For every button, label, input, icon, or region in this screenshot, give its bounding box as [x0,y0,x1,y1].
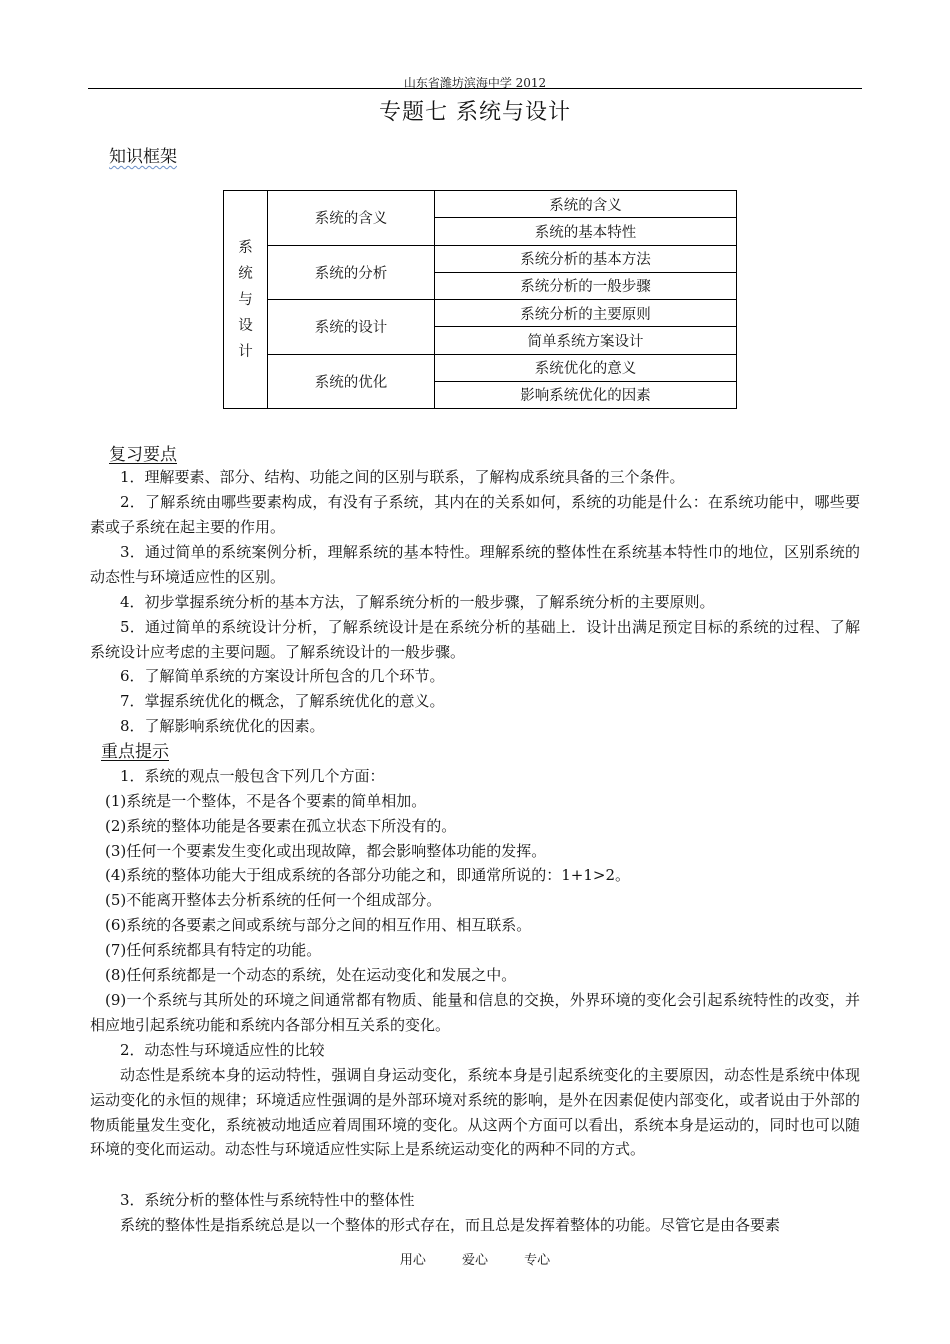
review-point: 8．了解影响系统优化的因素。 [120,717,325,735]
focus-item: (5)不能离开整体去分析系统的任何一个组成部分。 [105,891,442,909]
focus-subheading: 2．动态性与环境适应性的比较 [120,1041,325,1059]
section-heading-review: 复习要点 [109,445,177,465]
focus-subheading: 3．系统分析的整体性与系统特性中的整体性 [120,1191,415,1209]
page-footer: 用心 爱心 专心 [399,1253,551,1268]
review-point: 1．理解要素、部分、结构、功能之间的区别与联系，了解构成系统具备的三个条件。 [120,468,685,486]
section-heading-framework: 知识框架 [109,147,177,167]
framework-item: 影响系统优化的因素 [435,381,736,408]
review-point: 3．通过简单的系统案例分析，理解系统的基本特性。理解系统的整体性在系统基本特性巾的地位，区别系统的动态性与环境适应性的区别。 [90,543,860,586]
focus-subheading: 1．系统的观点一般包含下列几个方面： [120,767,385,785]
framework-group [268,354,736,409]
focus-item: (6)系统的各要素之间或系统与部分之间的相互作用、相互联系。 [105,916,532,934]
framework-category: 系统的设计 [268,300,435,354]
document-title: 专题七 系统与设计 [379,100,571,125]
framework-item: 系统的含义 [549,197,622,214]
framework-item: 系统分析的一般步骤 [435,272,736,299]
focus-item: (2)系统的整体功能是各要素在孤立状态下所没有的。 [105,817,457,835]
focus-paragraph: 动态性是系统本身的运动特性，强调自身运动变化，系统本身是引起系统变化的主要原因，动态性是系统中体现运动变化的永恒的规律；环境适应性强调的是外部环境对系统的影响，是外在因素促使内部变化，或者说由于外部的物质能量发生变化，系统被动地适应着周围环境的变化。从这两个方面可以看出，系统本身是运动的，同时也可以随环境的变化而运动。动态性与环境适应性实际上是系统运动变化的两种不同的方式。 [90,1066,860,1159]
focus-item: (9)一个系统与其所处的环境之间通常都有物质、能量和信息的交换，外界环境的变化会引起系统特性的改变，并相应地引起系统功能和系统内各部分相互关系的变化。 [90,991,860,1034]
focus-item: (4)系统的整体功能大于组成系统的各部分功能之和，即通常所说的：1+1>2。 [105,866,631,884]
focus-item: (8)任何系统都是一个动态的系统，处在运动变化和发展之中。 [105,966,517,984]
framework-category: 系统的含义 [268,191,435,245]
review-point: 2．了解系统由哪些要素构成，有没有子系统，其内在的关系如何，系统的功能是什么：在系统功能中，哪些要素或子系统在起主要的作用。 [90,493,860,536]
focus-item: (1)系统是一个整体，不是各个要素的简单相加。 [105,792,427,810]
focus-item: (3)任何一个要素发生变化或出现故障，都会影响整体功能的发挥。 [105,842,547,860]
framework-item: 系统分析的基本方法 [520,252,651,269]
framework-category: 系统的分析 [268,246,435,300]
framework-group [268,299,736,354]
review-point: 4．初步掌握系统分析的基本方法，了解系统分析的一般步骤，了解系统分析的主要原则。 [120,593,715,611]
framework-item: 系统优化的意义 [534,361,637,378]
framework-group [268,245,736,300]
header-rule [88,88,862,89]
framework-category: 系统的优化 [268,355,435,409]
framework-item: 系统的基本特性 [435,217,736,244]
framework-group [268,191,736,245]
review-point: 5．通过简单的系统设计分析，了解系统设计是在系统分析的基础上．设计出满足预定目标的系统的过程、了解系统设计应考虑的主要问题。了解系统设计的一般步骤。 [90,618,860,661]
framework-table [223,190,737,409]
focus-paragraph: 系统的整体性是指系统总是以一个整体的形式存在，而且总是发挥着整体的功能。尽管它是由各要素 [120,1216,781,1234]
framework-root-text: 系 统 与 设 计 [238,239,253,360]
framework-root-cell [224,191,268,408]
page-header: 山东省潍坊滨海中学 2012 [403,76,547,90]
section-heading-focus: 重点提示 [101,742,169,762]
review-point: 6．了解简单系统的方案设计所包含的几个环节。 [120,667,445,685]
framework-item: 简单系统方案设计 [435,326,736,353]
review-point: 7．掌握系统优化的概念，了解系统优化的意义。 [120,692,445,710]
focus-item: (7)任何系统都具有特定的功能。 [105,941,322,959]
framework-item: 系统分析的主要原则 [520,306,651,323]
